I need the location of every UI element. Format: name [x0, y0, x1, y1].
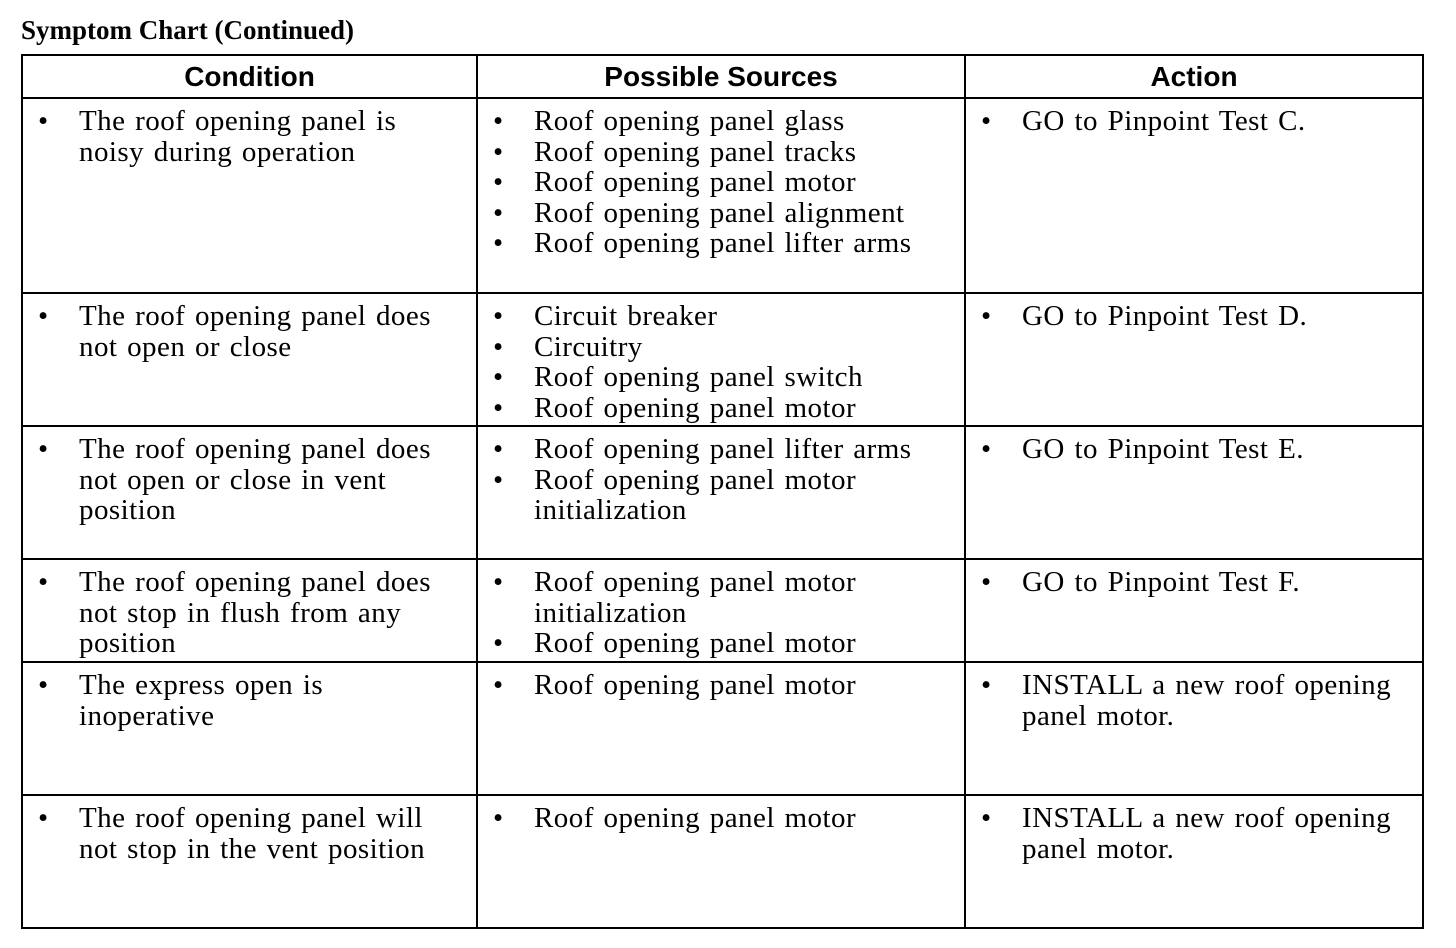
list-item: [478, 465, 934, 526]
condition-list: [23, 427, 476, 526]
bullet-icon: •: [38, 105, 49, 137]
source-text: Circuitry: [534, 330, 643, 363]
sources-list: [478, 663, 964, 701]
list-item: [23, 106, 446, 167]
list-item: [23, 567, 446, 659]
list-item: [478, 198, 934, 229]
source-text: Roof opening panel lifter arms: [534, 433, 912, 465]
bullet-icon: •: [38, 566, 49, 598]
sources-cell: [477, 426, 965, 559]
list-item: [478, 628, 934, 659]
action-list: [966, 427, 1422, 465]
list-item: [478, 567, 934, 628]
list-item: [23, 670, 446, 731]
list-item: [966, 301, 1392, 332]
list-item: [478, 106, 934, 137]
list-item: [478, 803, 934, 834]
list-item: [478, 167, 934, 198]
header-row: [22, 55, 1423, 98]
list-item: [23, 803, 446, 864]
condition-cell: [22, 293, 477, 426]
bullet-icon: •: [493, 627, 504, 660]
condition-text: The roof opening panel does not open or close in vent position: [79, 433, 431, 527]
sources-cell: [477, 559, 965, 662]
bullet-icon: •: [493, 300, 504, 332]
sources-list: [478, 560, 964, 659]
action-list: [966, 796, 1422, 864]
source-text: Roof opening panel alignment: [534, 196, 905, 229]
bullet-icon: •: [493, 566, 504, 598]
action-text: GO to Pinpoint Test C.: [1022, 105, 1306, 137]
source-text: Roof opening panel lifter arms: [534, 227, 912, 260]
action-cell: [965, 293, 1423, 426]
action-cell: [965, 426, 1423, 559]
sources-cell: [477, 795, 965, 928]
list-item: [23, 301, 446, 362]
condition-list: [23, 294, 476, 362]
table-row: [22, 795, 1423, 928]
table-row: [22, 559, 1423, 662]
bullet-icon: •: [493, 135, 504, 168]
list-item: [478, 228, 934, 259]
bullet-icon: •: [38, 300, 49, 332]
condition-cell: [22, 98, 477, 293]
list-item: [23, 434, 446, 526]
bullet-icon: •: [493, 463, 504, 496]
source-text: Roof opening panel tracks: [534, 135, 857, 168]
sources-list: [478, 427, 964, 526]
source-text: Roof opening panel motor initialization: [534, 566, 857, 629]
sources-cell: [477, 98, 965, 293]
condition-text: The express open is inoperative: [79, 669, 324, 732]
source-text: Roof opening panel motor: [534, 802, 857, 834]
table-row: [22, 426, 1423, 559]
condition-cell: [22, 662, 477, 795]
source-text: Roof opening panel motor: [534, 166, 857, 199]
condition-list: [23, 560, 476, 659]
sources-list: [478, 294, 964, 423]
bullet-icon: •: [493, 166, 504, 199]
action-text: GO to Pinpoint Test E.: [1022, 433, 1304, 465]
list-item: [478, 362, 934, 393]
bullet-icon: •: [493, 391, 504, 424]
bullet-icon: •: [493, 361, 504, 394]
sources-cell: [477, 662, 965, 795]
bullet-icon: •: [981, 566, 992, 598]
list-item: [966, 803, 1392, 864]
source-text: Roof opening panel motor: [534, 627, 857, 660]
condition-cell: [22, 559, 477, 662]
possible-sources-header: Possible Sources: [477, 55, 965, 98]
condition-cell: [22, 795, 477, 928]
table-row: [22, 662, 1423, 795]
condition-text: The roof opening panel is noisy during operation: [79, 105, 397, 168]
action-text: GO to Pinpoint Test F.: [1022, 566, 1301, 598]
bullet-icon: •: [493, 802, 504, 834]
bullet-icon: •: [493, 105, 504, 137]
bullet-icon: •: [38, 433, 49, 465]
bullet-icon: •: [38, 669, 49, 701]
table-row: [22, 293, 1423, 426]
action-cell: [965, 795, 1423, 928]
bullet-icon: •: [493, 196, 504, 229]
bullet-icon: •: [493, 669, 504, 701]
condition-cell: [22, 426, 477, 559]
list-item: [966, 106, 1392, 137]
page-title: Symptom Chart (Continued): [21, 15, 355, 45]
source-text: Roof opening panel switch: [534, 361, 863, 394]
list-item: [478, 393, 934, 424]
list-item: [966, 434, 1392, 465]
action-cell: [965, 98, 1423, 293]
symptom-table: [21, 54, 1424, 929]
condition-text: The roof opening panel does not stop in flush from any position: [79, 566, 431, 660]
sources-list: [478, 796, 964, 834]
source-text: Roof opening panel motor: [534, 391, 857, 424]
condition-header: Condition: [22, 55, 477, 98]
list-item: [966, 567, 1392, 598]
list-item: [478, 332, 934, 363]
action-list: [966, 294, 1422, 332]
table-row: [22, 98, 1423, 293]
action-text: GO to Pinpoint Test D.: [1022, 300, 1308, 332]
source-text: Roof opening panel motor initialization: [534, 463, 857, 527]
condition-list: [23, 663, 476, 731]
action-list: [966, 99, 1422, 137]
condition-text: The roof opening panel will not stop in the vent position: [79, 802, 426, 865]
action-cell: [965, 662, 1423, 795]
bullet-icon: •: [493, 330, 504, 363]
bullet-icon: •: [981, 433, 992, 465]
action-text: INSTALL a new roof opening panel motor.: [1022, 669, 1392, 732]
sources-list: [478, 99, 964, 259]
bullet-icon: •: [981, 105, 992, 137]
bullet-icon: •: [493, 227, 504, 260]
sources-cell: [477, 293, 965, 426]
action-cell: [965, 559, 1423, 662]
source-text: Roof opening panel motor: [534, 669, 857, 701]
list-item: [966, 670, 1392, 731]
bullet-icon: •: [981, 669, 992, 701]
action-list: [966, 663, 1422, 731]
source-text: Circuit breaker: [534, 300, 718, 332]
list-item: [478, 434, 934, 465]
list-item: [478, 301, 934, 332]
action-list: [966, 560, 1422, 598]
bullet-icon: •: [981, 300, 992, 332]
condition-list: [23, 99, 476, 167]
bullet-icon: •: [981, 802, 992, 834]
action-text: INSTALL a new roof opening panel motor.: [1022, 802, 1392, 865]
bullet-icon: •: [38, 802, 49, 834]
condition-text: The roof opening panel does not open or close: [79, 300, 431, 363]
list-item: [478, 670, 934, 701]
bullet-icon: •: [493, 433, 504, 465]
condition-list: [23, 796, 476, 864]
action-header: Action: [965, 55, 1423, 98]
list-item: [478, 137, 934, 168]
source-text: Roof opening panel glass: [534, 105, 845, 137]
